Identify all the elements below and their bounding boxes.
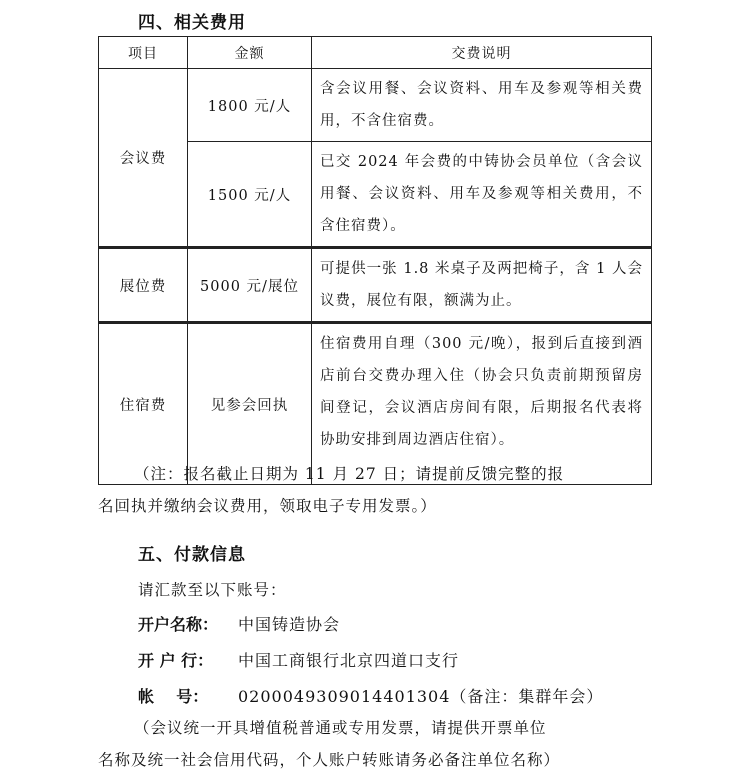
meeting-fee-amount-standard: 1800 元/人	[188, 69, 312, 142]
section-4-heading: 四、相关费用	[138, 13, 246, 33]
account-name-value: 中国铸造协会	[238, 615, 341, 634]
booth-fee-item: 展位费	[99, 248, 188, 323]
booth-fee-amount: 5000 元/展位	[188, 248, 312, 323]
table-row	[99, 248, 652, 323]
registration-note-line-1: （注：报名截止日期为 11 月 27 日；请提前反馈完整的报	[134, 465, 565, 483]
meeting-fee-item: 会议费	[99, 69, 188, 248]
header-amount: 金额	[188, 37, 312, 69]
meeting-fee-desc-member: 已交 2024 年会费的中铸协会员单位（含会议用餐、会议资料、用车及参观等相关费用，不含住宿费）。	[312, 142, 652, 248]
registration-note-line-2: 名回执并缴纳会议费用，领取电子专用发票。）	[98, 497, 437, 515]
bank-row	[138, 648, 459, 671]
lodging-fee-item: 住宿费	[99, 323, 188, 485]
bank-value: 中国工商银行北京四道口支行	[238, 651, 460, 670]
fees-table	[98, 36, 652, 485]
account-number-value: 0200049309014401304（备注：集群年会）	[238, 687, 604, 706]
payment-intro: 请汇款至以下账号：	[138, 581, 287, 599]
account-name-label: 开户名称：	[138, 615, 219, 634]
booth-fee-desc: 可提供一张 1.8 米桌子及两把椅子，含 1 人会议费，展位有限，额满为止。	[312, 248, 652, 323]
bank-label: 开 户 行：	[138, 651, 214, 670]
meeting-fee-amount-member: 1500 元/人	[188, 142, 312, 248]
section-5-heading: 五、付款信息	[138, 545, 246, 565]
account-number-label: 帐 号：	[138, 687, 209, 706]
meeting-fee-desc-standard: 含会议用餐、会议资料、用车及参观等相关费用，不含住宿费。	[312, 69, 652, 142]
table-row	[99, 69, 652, 142]
account-name-row	[138, 612, 340, 635]
invoice-note-line-2: 名称及统一社会信用代码，个人账户转账请务必备注单位名称）	[98, 751, 561, 769]
lodging-fee-amount: 见参会回执	[188, 323, 312, 485]
header-description: 交费说明	[312, 37, 652, 69]
table-header-row	[99, 37, 652, 69]
header-item: 项目	[99, 37, 188, 69]
invoice-note-line-1: （会议统一开具增值税普通或专用发票，请提供开票单位	[134, 719, 547, 737]
account-number-row	[138, 684, 603, 707]
lodging-fee-desc: 住宿费用自理（300 元/晚），报到后直接到酒店前台交费办理入住（协会只负责前期预留房间登记，会议酒店房间有限，后期报名代表将协助安排到周边酒店住宿）。	[312, 323, 652, 485]
